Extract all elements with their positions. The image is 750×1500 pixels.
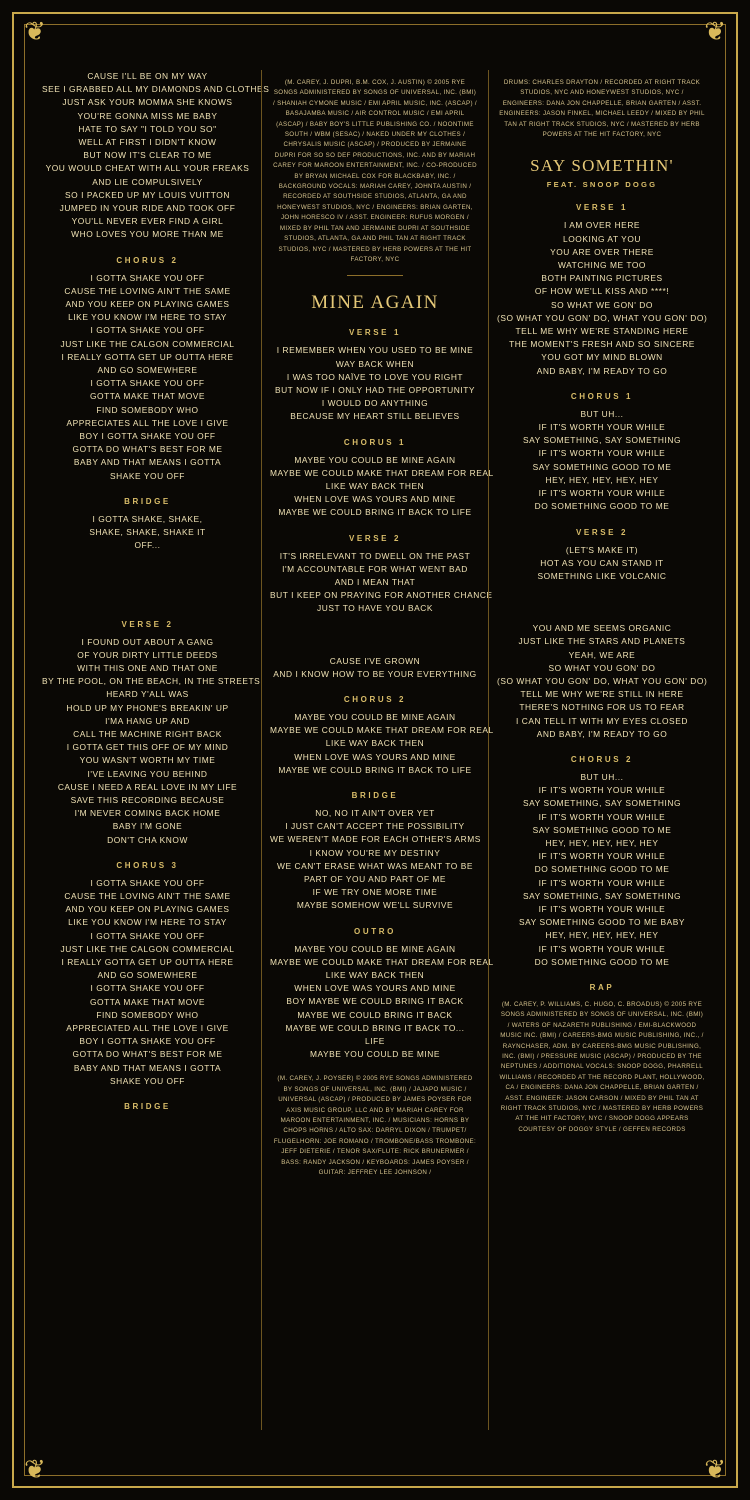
butterfly-icon: ❦ bbox=[24, 16, 46, 46]
section-label-bridge: BRIDGE bbox=[351, 790, 399, 800]
outro-block bbox=[270, 943, 494, 1062]
song-title-mine-again: MINE AGAIN bbox=[311, 292, 439, 314]
lyric-line: I GOTTA SHAKE YOU OFF bbox=[90, 983, 205, 994]
lyric-line: MAYBE WE COULD BRING IT BACK TO LIFE bbox=[278, 507, 472, 518]
verse-2-block bbox=[270, 550, 493, 616]
lyric-line: DO SOMETHING GOOD TO ME bbox=[534, 501, 670, 512]
lyric-line: I'MA HANG UP AND bbox=[105, 715, 190, 726]
butterfly-icon: ❦ bbox=[704, 16, 726, 46]
lyric-line: OFF... bbox=[134, 540, 161, 551]
lyric-line: WHEN LOVE WAS YOURS AND MINE bbox=[294, 983, 456, 994]
section-label-chorus-1: CHORUS 1 bbox=[343, 437, 407, 447]
verse-2-tail-block bbox=[497, 622, 707, 741]
chorus-2-block bbox=[42, 272, 253, 483]
lyric-line: IF IT'S WORTH YOUR WHILE bbox=[538, 422, 666, 433]
lyric-line: LIKE YOU KNOW I'M HERE TO STAY bbox=[68, 917, 227, 928]
lyric-line: BABY AND THAT MEANS I GOTTA bbox=[73, 1062, 222, 1073]
lyric-line: I GOTTA SHAKE, SHAKE, bbox=[92, 513, 203, 524]
lyrics-columns bbox=[34, 70, 716, 1430]
lyric-line: LIKE WAY BACK THEN bbox=[325, 738, 425, 749]
credits-mine-again: (M. CAREY, J. POYSER) © 2005 RYE SONGS ADMINISTERED BY SONGS OF UNIVERSAL, INC. (BMI) / JAJAPO MUSIC / UNIVERSAL (ASCAP) / PRODUCED BY JAMES POYSER FOR AXIS MUSIC GROUP, LLC AND BY MARIAH CAREY FOR MAROON ENTERTAINMENT, INC. / MUSICIANS: HORNS BY CHOPS HORNS / ALTO SAX: DARRYL DIXON / TRUMPET/ FLUGELHORN: JOE ROMANO / TROMBONE/BASS TROMBONE: JEFF DIETERIE / TENOR SAX/FLUTE: RICK BRUNERMER / BASS: RANDY JACKSON / KEYBOARDS: JAMES POYSER / GUITAR: JEFFREY LEE JOHNSON / bbox=[273, 1075, 477, 1177]
lyric-line: MAYBE WE COULD MAKE THAT DREAM FOR REAL bbox=[270, 725, 494, 736]
lyric-line: SHAKE, SHAKE, SHAKE IT bbox=[89, 527, 206, 538]
lyric-line: IF IT'S WORTH YOUR WHILE bbox=[538, 811, 666, 822]
lyric-line: WELL AT FIRST I DIDN'T KNOW bbox=[78, 137, 217, 148]
lyric-line: LOOKING AT YOU bbox=[563, 233, 641, 244]
lyric-line: MAYBE WE COULD MAKE THAT DREAM FOR REAL bbox=[270, 467, 494, 478]
lyric-line: WITH THIS ONE AND THAT ONE bbox=[77, 662, 218, 673]
verse-2-tail-block bbox=[270, 655, 480, 681]
spacer bbox=[42, 566, 253, 606]
lyric-line: I REMEMBER WHEN YOU USED TO BE MINE bbox=[276, 345, 474, 356]
lyric-line: IF IT'S WORTH YOUR WHILE bbox=[538, 488, 666, 499]
butterfly-icon: ❦ bbox=[24, 1454, 46, 1484]
lyric-line: OF YOUR DIRTY LITTLE DEEDS bbox=[77, 649, 218, 660]
lyric-line: IF WE TRY ONE MORE TIME bbox=[312, 887, 438, 898]
lyric-line: YOU AND ME SEEMS ORGANIC bbox=[532, 623, 672, 634]
lyric-line: I KNOW YOU'RE MY DESTINY bbox=[309, 847, 441, 858]
lyric-line: I GOTTA GET THIS OFF OF MY MIND bbox=[66, 742, 229, 753]
lyric-line: WE CAN'T ERASE WHAT WAS MEANT TO BE bbox=[277, 860, 473, 871]
lyric-line: I'VE LEAVING YOU BEHIND bbox=[87, 768, 208, 779]
lyric-line: DON'T CHA KNOW bbox=[107, 834, 188, 845]
lyric-line: MAYBE WE COULD BRING IT BACK TO LIFE bbox=[278, 764, 472, 775]
lyric-line: WE WEREN'T MADE FOR EACH OTHER'S ARMS bbox=[270, 834, 481, 845]
bridge-block bbox=[270, 807, 480, 913]
lyric-line: SAVE THIS RECORDING BECAUSE bbox=[70, 794, 225, 805]
lyric-line: IF IT'S WORTH YOUR WHILE bbox=[538, 943, 666, 954]
lyric-line: SAY SOMETHING, SAY SOMETHING bbox=[522, 798, 682, 809]
lyric-line: SHAKE YOU OFF bbox=[110, 1075, 185, 1086]
credits-say-somethin: (M. CAREY, P. WILLIAMS, C. HUGO, C. BROADUS) © 2005 RYE SONGS ADMINISTERED BY SONGS OF UNIVERSAL, INC. (BMI) / WATERS OF NAZARETH PUBLISHING / EMI-BLACKWOOD MUSIC INC. (BMI) / CAREERS-BMG MUSIC PUBLISHING, INC., / RAYNCHASER, ADM. BY CAREERS-BMG MUSIC PUBLISHING, INC. (BMI) / PRESSURE MUSIC (ASCAP) / PRODUCED BY THE NEPTUNES / ADDITIONAL VOCALS: SNOOP DOGG, PHARRELL WILLIAMS / RECORDED AT THE RECORD PLANT, HOLLYWOOD, CA / ENGINEERS: DANA JON CHAPPELLE, BRIAN GARTEN / ASST. ENGINEER: JASON CARSON / MIXED BY PHIL TAN AT RIGHT TRACK STUDIOS, NYC / MASTERED BY HERB POWERS AT THE HIT FACTORY, NYC / SNOOP DOGG APPEARS COURTESY OF DOGGY STYLE / GEFFEN RECORDS bbox=[499, 1000, 705, 1133]
butterfly-icon: ❦ bbox=[704, 1454, 726, 1484]
lyric-line: DO SOMETHING GOOD TO ME bbox=[534, 956, 670, 967]
lyric-line: MAYBE WE COULD BRING IT BACK TO... bbox=[285, 1022, 465, 1033]
lyric-line: SAY SOMETHING GOOD TO ME bbox=[532, 824, 672, 835]
lyric-line: BUT UH... bbox=[580, 408, 624, 419]
lyric-line: YOU WOULD CHEAT WITH ALL YOUR FREAKS bbox=[45, 163, 250, 174]
lyric-line: I REALLY GOTTA GET UP OUTTA HERE bbox=[61, 351, 234, 362]
spacer bbox=[270, 629, 480, 655]
lyric-line: CAUSE I NEED A REAL LOVE IN MY LIFE bbox=[57, 781, 238, 792]
lyric-line: AND LIE COMPULSIVELY bbox=[92, 176, 203, 187]
credits-mine-again-continued: DRUMS: CHARLES DRAYTON / RECORDED AT RIGHT TRACK STUDIOS, NYC AND HONEYWEST STUDIOS, NYC / ENGINEERS: DANA JON CHAPPELLE, BRIAN GARTEN / ASST. ENGINEERS: JASON FINKEL, MICHAEL LEEDY / MIXED BY PHIL TAN AT RIGHT TRACK STUDIOS, NYC / MASTERED BY HERB POWERS AT THE HIT FACTORY, NYC bbox=[499, 79, 705, 139]
lyric-line: HEY, HEY, HEY, HEY, HEY bbox=[545, 930, 659, 941]
credits-shake-you-off: (M. CAREY, J. DUPRI, B.M. COX, J. AUSTIN) © 2005 RYE SONGS ADMINISTERED BY SONGS OF UNIVERSAL, INC. (BMI) / SHANIAH CYMONE MUSIC / EMI APRIL MUSIC, INC. (ASCAP) / BASAJAMBA MUSIC / AIR CONTROL MUSIC / EMI APRIL (ASCAP) / BABY BOY'S LITTLE PUBLISHING CO. / NOONTIME SOUTH / WBM (SESAC) / NAKED UNDER MY CLOTHES / CHRYSALIS MUSIC (ASCAP) / PRODUCED BY JERMAINE DUPRI FOR SO SO DEF PRODUCTIONS, INC. AND BY MARIAH CAREY FOR MAROON ENTERTAINMENT, INC. / CO-PRODUCED BY BRYAN MICHAEL COX FOR BLACKBABY, INC. / BACKGROUND VOCALS: MARIAH CAREY, JOHNTA AUSTIN / RECORDED AT SOUTHSIDE STUDIOS, ATLANTA, GA AND HONEYWEST STUDIOS, NYC / ENGINEERS: BRIAN GARTEN, JOHN HORESCO IV / ASST. ENGINEER: RUFUS MORGEN / MIXED BY PHIL TAN AND JERMAINE DUPRI AT SOUTHSIDE STUDIOS, ATLANTA, GA AND PHIL TAN AT RIGHT TRACK STUDIOS, NYC / MASTERED BY HERB POWERS AT THE HIT FACTORY, NYC bbox=[273, 79, 477, 263]
spacer bbox=[497, 596, 707, 622]
lyric-line: I FOUND OUT ABOUT A GANG bbox=[81, 636, 214, 647]
verse-2-block bbox=[497, 544, 707, 584]
lyric-line: IT'S IRRELEVANT TO DWELL ON THE PAST bbox=[279, 550, 471, 561]
lyric-line: BOTH PAINTING PICTURES bbox=[541, 273, 663, 284]
lyric-line: HEARD Y'ALL WAS bbox=[106, 689, 189, 700]
lyric-line: HEY, HEY, HEY, HEY, HEY bbox=[545, 837, 659, 848]
lyric-line: SAY SOMETHING, SAY SOMETHING bbox=[522, 435, 682, 446]
lyric-line: JUST TO HAVE YOU BACK bbox=[317, 603, 433, 614]
song-feature-credit: FEAT. SNOOP DOGG bbox=[546, 180, 658, 190]
lyric-line: BOY I GOTTA SHAKE YOU OFF bbox=[79, 431, 216, 442]
lyric-line: I'M ACCOUNTABLE FOR WHAT WENT BAD bbox=[282, 563, 468, 574]
lyric-line: LIFE bbox=[365, 1036, 385, 1047]
lyric-line: TELL ME WHY WE'RE STILL IN HERE bbox=[520, 689, 684, 700]
verse-2-block bbox=[42, 636, 261, 847]
chorus-1-block bbox=[497, 408, 707, 514]
lyric-line: I GOTTA SHAKE YOU OFF bbox=[90, 877, 205, 888]
lyric-line: YOU'LL NEVER EVER FIND A GIRL bbox=[71, 216, 224, 227]
lyric-line: (SO WHAT YOU GON' DO, WHAT YOU GON' DO) bbox=[497, 675, 708, 686]
lyric-line: MAYBE YOU COULD BE MINE AGAIN bbox=[294, 454, 456, 465]
lyric-line: JUST ASK YOUR MOMMA SHE KNOWS bbox=[62, 97, 233, 108]
lyric-line: SAY SOMETHING, SAY SOMETHING bbox=[522, 890, 682, 901]
lyric-line: BABY I'M GONE bbox=[112, 821, 183, 832]
lyric-line: NO, NO IT AIN'T OVER YET bbox=[315, 807, 435, 818]
lyric-line: GOTTA DO WHAT'S BEST FOR ME bbox=[72, 1049, 223, 1060]
lyric-line: WHEN LOVE WAS YOURS AND MINE bbox=[294, 751, 456, 762]
lyric-line: AND I KNOW HOW TO BE YOUR EVERYTHING bbox=[273, 668, 477, 679]
column-3 bbox=[488, 70, 715, 1430]
lyric-line: MAYBE WE COULD BRING IT BACK bbox=[297, 1009, 453, 1020]
lyric-line: MAYBE YOU COULD BE MINE AGAIN bbox=[294, 711, 456, 722]
lyric-line: JUST LIKE THE STARS AND PLANETS bbox=[518, 636, 686, 647]
lyric-line: AND GO SOMEWHERE bbox=[97, 970, 198, 981]
lyric-line: FIND SOMEBODY WHO bbox=[96, 1009, 199, 1020]
section-label-chorus-2: CHORUS 2 bbox=[116, 255, 179, 265]
bridge-block bbox=[42, 513, 253, 553]
lyric-line: BUT UH... bbox=[580, 771, 624, 782]
lyric-line: AND I MEAN THAT bbox=[334, 576, 416, 587]
lyric-line: I REALLY GOTTA GET UP OUTTA HERE bbox=[61, 956, 234, 967]
lyric-line: I GOTTA SHAKE YOU OFF bbox=[90, 378, 205, 389]
lyric-line: BUT I KEEP ON PRAYING FOR ANOTHER CHANCE bbox=[270, 590, 493, 601]
lyric-line: (LET'S MAKE IT) bbox=[565, 544, 639, 555]
section-label-chorus-2: CHORUS 2 bbox=[343, 694, 407, 704]
lyric-line: MAYBE WE COULD MAKE THAT DREAM FOR REAL bbox=[270, 956, 494, 967]
lyric-line: SO WHAT WE GON' DO bbox=[551, 299, 653, 310]
lyric-line: BY THE POOL, ON THE BEACH, IN THE STREETS bbox=[42, 676, 261, 687]
lyric-line: JUST LIKE THE CALGON COMMERCIAL bbox=[60, 338, 235, 349]
lyric-line: WHO LOVES YOU MORE THAN ME bbox=[71, 229, 224, 240]
lyric-line: CALL THE MACHINE RIGHT BACK bbox=[73, 728, 222, 739]
lyric-line: MAYBE YOU COULD BE MINE bbox=[309, 1049, 441, 1060]
section-label-chorus-2: CHORUS 2 bbox=[570, 754, 634, 764]
lyric-line: AND BABY, I'M READY TO GO bbox=[536, 728, 668, 739]
lyric-line: DO SOMETHING GOOD TO ME bbox=[534, 864, 670, 875]
section-label-verse-2: VERSE 2 bbox=[121, 619, 174, 629]
section-label-chorus-3: CHORUS 3 bbox=[116, 860, 179, 870]
lyric-line: I GOTTA SHAKE YOU OFF bbox=[90, 325, 205, 336]
lyric-line: BUT NOW IT'S CLEAR TO ME bbox=[83, 150, 212, 161]
lyric-line: LIKE WAY BACK THEN bbox=[325, 970, 425, 981]
lyric-line: GOTTA MAKE THAT MOVE bbox=[89, 996, 206, 1007]
lyric-line: APPRECIATED ALL THE LOVE I GIVE bbox=[66, 1022, 229, 1033]
lyric-line: BOY MAYBE WE COULD BRING IT BACK bbox=[286, 996, 464, 1007]
lyric-line: HATE TO SAY "I TOLD YOU SO" bbox=[78, 123, 217, 134]
lyric-line: I GOTTA SHAKE YOU OFF bbox=[90, 930, 205, 941]
chorus-3-block bbox=[42, 877, 253, 1088]
lyric-line: IF IT'S WORTH YOUR WHILE bbox=[538, 877, 666, 888]
lyric-line: SEE I GRABBED ALL MY DIAMONDS AND CLOTHES bbox=[42, 84, 270, 95]
verse-1-block bbox=[270, 344, 480, 423]
lyric-line: I'M NEVER COMING BACK HOME bbox=[74, 808, 221, 819]
lyric-line: YEAH, WE ARE bbox=[568, 649, 636, 660]
lyric-line: I CAN TELL IT WITH MY EYES CLOSED bbox=[516, 715, 688, 726]
lyric-line: AND GO SOMEWHERE bbox=[97, 365, 198, 376]
section-label-verse-2: VERSE 2 bbox=[576, 527, 628, 537]
lyric-line: WHEN LOVE WAS YOURS AND MINE bbox=[294, 494, 456, 505]
lyric-line: SO WHAT YOU GON' DO bbox=[548, 662, 656, 673]
lyric-line: LIKE WAY BACK THEN bbox=[325, 480, 425, 491]
column-1 bbox=[34, 70, 270, 1430]
lyric-line: AND BABY, I'M READY TO GO bbox=[536, 365, 668, 376]
lyric-line: SAY SOMETHING GOOD TO ME bbox=[532, 461, 672, 472]
lyric-line: YOU ARE OVER THERE bbox=[550, 246, 654, 257]
lyric-line: LIKE YOU KNOW I'M HERE TO STAY bbox=[68, 312, 227, 323]
lyric-line: BOY I GOTTA SHAKE YOU OFF bbox=[79, 1036, 216, 1047]
lyric-line: HOLD UP MY PHONE'S BREAKIN' UP bbox=[66, 702, 229, 713]
lyric-line: (SO WHAT YOU GON' DO, WHAT YOU GON' DO) bbox=[497, 312, 708, 323]
lyric-line: JUMPED IN YOUR RIDE AND TOOK OFF bbox=[59, 203, 236, 214]
lyric-line: SO I PACKED UP MY LOUIS VUITTON bbox=[65, 189, 230, 200]
lyric-line: IF IT'S WORTH YOUR WHILE bbox=[538, 785, 666, 796]
lyric-line: I GOTTA SHAKE YOU OFF bbox=[90, 272, 205, 283]
lyric-line: THERE'S NOTHING FOR US TO FEAR bbox=[519, 702, 685, 713]
lyric-line: YOU'RE GONNA MISS ME BABY bbox=[77, 110, 218, 121]
lyric-line: HEY, HEY, HEY, HEY, HEY bbox=[545, 474, 659, 485]
verse-tail-block bbox=[42, 70, 270, 242]
section-label-rap: RAP bbox=[589, 982, 615, 992]
lyric-line: IF IT'S WORTH YOUR WHILE bbox=[538, 448, 666, 459]
lyric-line: MAYBE YOU COULD BE MINE AGAIN bbox=[294, 943, 456, 954]
lyric-line: YOU WASN'T WORTH MY TIME bbox=[79, 755, 216, 766]
lyric-line: MAYBE SOMEHOW WE'LL SURVIVE bbox=[296, 900, 454, 911]
lyric-line: IF IT'S WORTH YOUR WHILE bbox=[538, 851, 666, 862]
lyric-line: APPRECIATES ALL THE LOVE I GIVE bbox=[66, 417, 229, 428]
lyric-line: HOT AS YOU CAN STAND IT bbox=[540, 557, 664, 568]
lyric-line: TELL ME WHY WE'RE STANDING HERE bbox=[515, 326, 689, 337]
lyric-line: CAUSE I'VE GROWN bbox=[329, 655, 421, 666]
section-label-bridge: BRIDGE bbox=[124, 496, 171, 506]
section-label-chorus-1: CHORUS 1 bbox=[570, 391, 634, 401]
chorus-2-block bbox=[497, 771, 707, 969]
chorus-2-block bbox=[270, 711, 494, 777]
section-label-bridge-2: BRIDGE bbox=[124, 1102, 171, 1111]
lyric-line: AND YOU KEEP ON PLAYING GAMES bbox=[65, 904, 230, 915]
lyric-line: AND YOU KEEP ON PLAYING GAMES bbox=[65, 299, 230, 310]
lyric-line: THE MOMENT'S FRESH AND SO SINCERE bbox=[509, 339, 695, 350]
section-label-verse-2: VERSE 2 bbox=[349, 533, 401, 543]
lyric-line: SAY SOMETHING GOOD TO ME BABY bbox=[518, 917, 686, 928]
lyric-line: I WOULD DO ANYTHING bbox=[321, 398, 429, 409]
lyric-line: IF IT'S WORTH YOUR WHILE bbox=[538, 903, 666, 914]
lyric-line: OF HOW WE'LL KISS AND ****! bbox=[534, 286, 670, 297]
lyric-line: FIND SOMEBODY WHO bbox=[96, 404, 199, 415]
lyric-line: I WAS TOO NAÏVE TO LOVE YOU RIGHT bbox=[286, 371, 464, 382]
lyric-line: I AM OVER HERE bbox=[563, 220, 641, 231]
lyric-line: BABY AND THAT MEANS I GOTTA bbox=[73, 457, 222, 468]
lyric-line: BECAUSE MY HEART STILL BELIEVES bbox=[290, 411, 460, 422]
chorus-1-block bbox=[270, 454, 494, 520]
lyric-line: WAY BACK WHEN bbox=[335, 358, 415, 369]
lyric-line: SOMETHING LIKE VOLCANIC bbox=[537, 570, 667, 581]
lyric-line: BUT NOW IF I ONLY HAD THE OPPORTUNITY bbox=[274, 384, 476, 395]
lyric-line: JUST LIKE THE CALGON COMMERCIAL bbox=[60, 943, 235, 954]
section-label-verse-1: VERSE 1 bbox=[349, 328, 401, 338]
section-label-outro: OUTRO bbox=[354, 926, 396, 936]
lyric-line: CAUSE THE LOVING AIN'T THE SAME bbox=[64, 285, 231, 296]
lyric-line: SHAKE YOU OFF bbox=[110, 470, 185, 481]
lyric-line: YOU GOT MY MIND BLOWN bbox=[541, 352, 663, 363]
divider bbox=[347, 275, 403, 276]
verse-1-block bbox=[497, 219, 707, 377]
song-title-say-somethin: SAY SOMETHIN' bbox=[530, 156, 674, 176]
section-label-verse-1: VERSE 1 bbox=[576, 203, 628, 213]
lyric-line: WATCHING ME TOO bbox=[558, 260, 646, 271]
lyric-line: CAUSE THE LOVING AIN'T THE SAME bbox=[64, 890, 231, 901]
lyric-line: I JUST CAN'T ACCEPT THE POSSIBILITY bbox=[285, 821, 465, 832]
lyric-line: GOTTA DO WHAT'S BEST FOR ME bbox=[72, 444, 223, 455]
column-2 bbox=[261, 70, 494, 1430]
lyric-line: GOTTA MAKE THAT MOVE bbox=[89, 391, 206, 402]
lyric-line: CAUSE I'LL BE ON MY WAY bbox=[87, 71, 208, 81]
lyric-line: PART OF YOU AND PART OF ME bbox=[303, 874, 447, 884]
